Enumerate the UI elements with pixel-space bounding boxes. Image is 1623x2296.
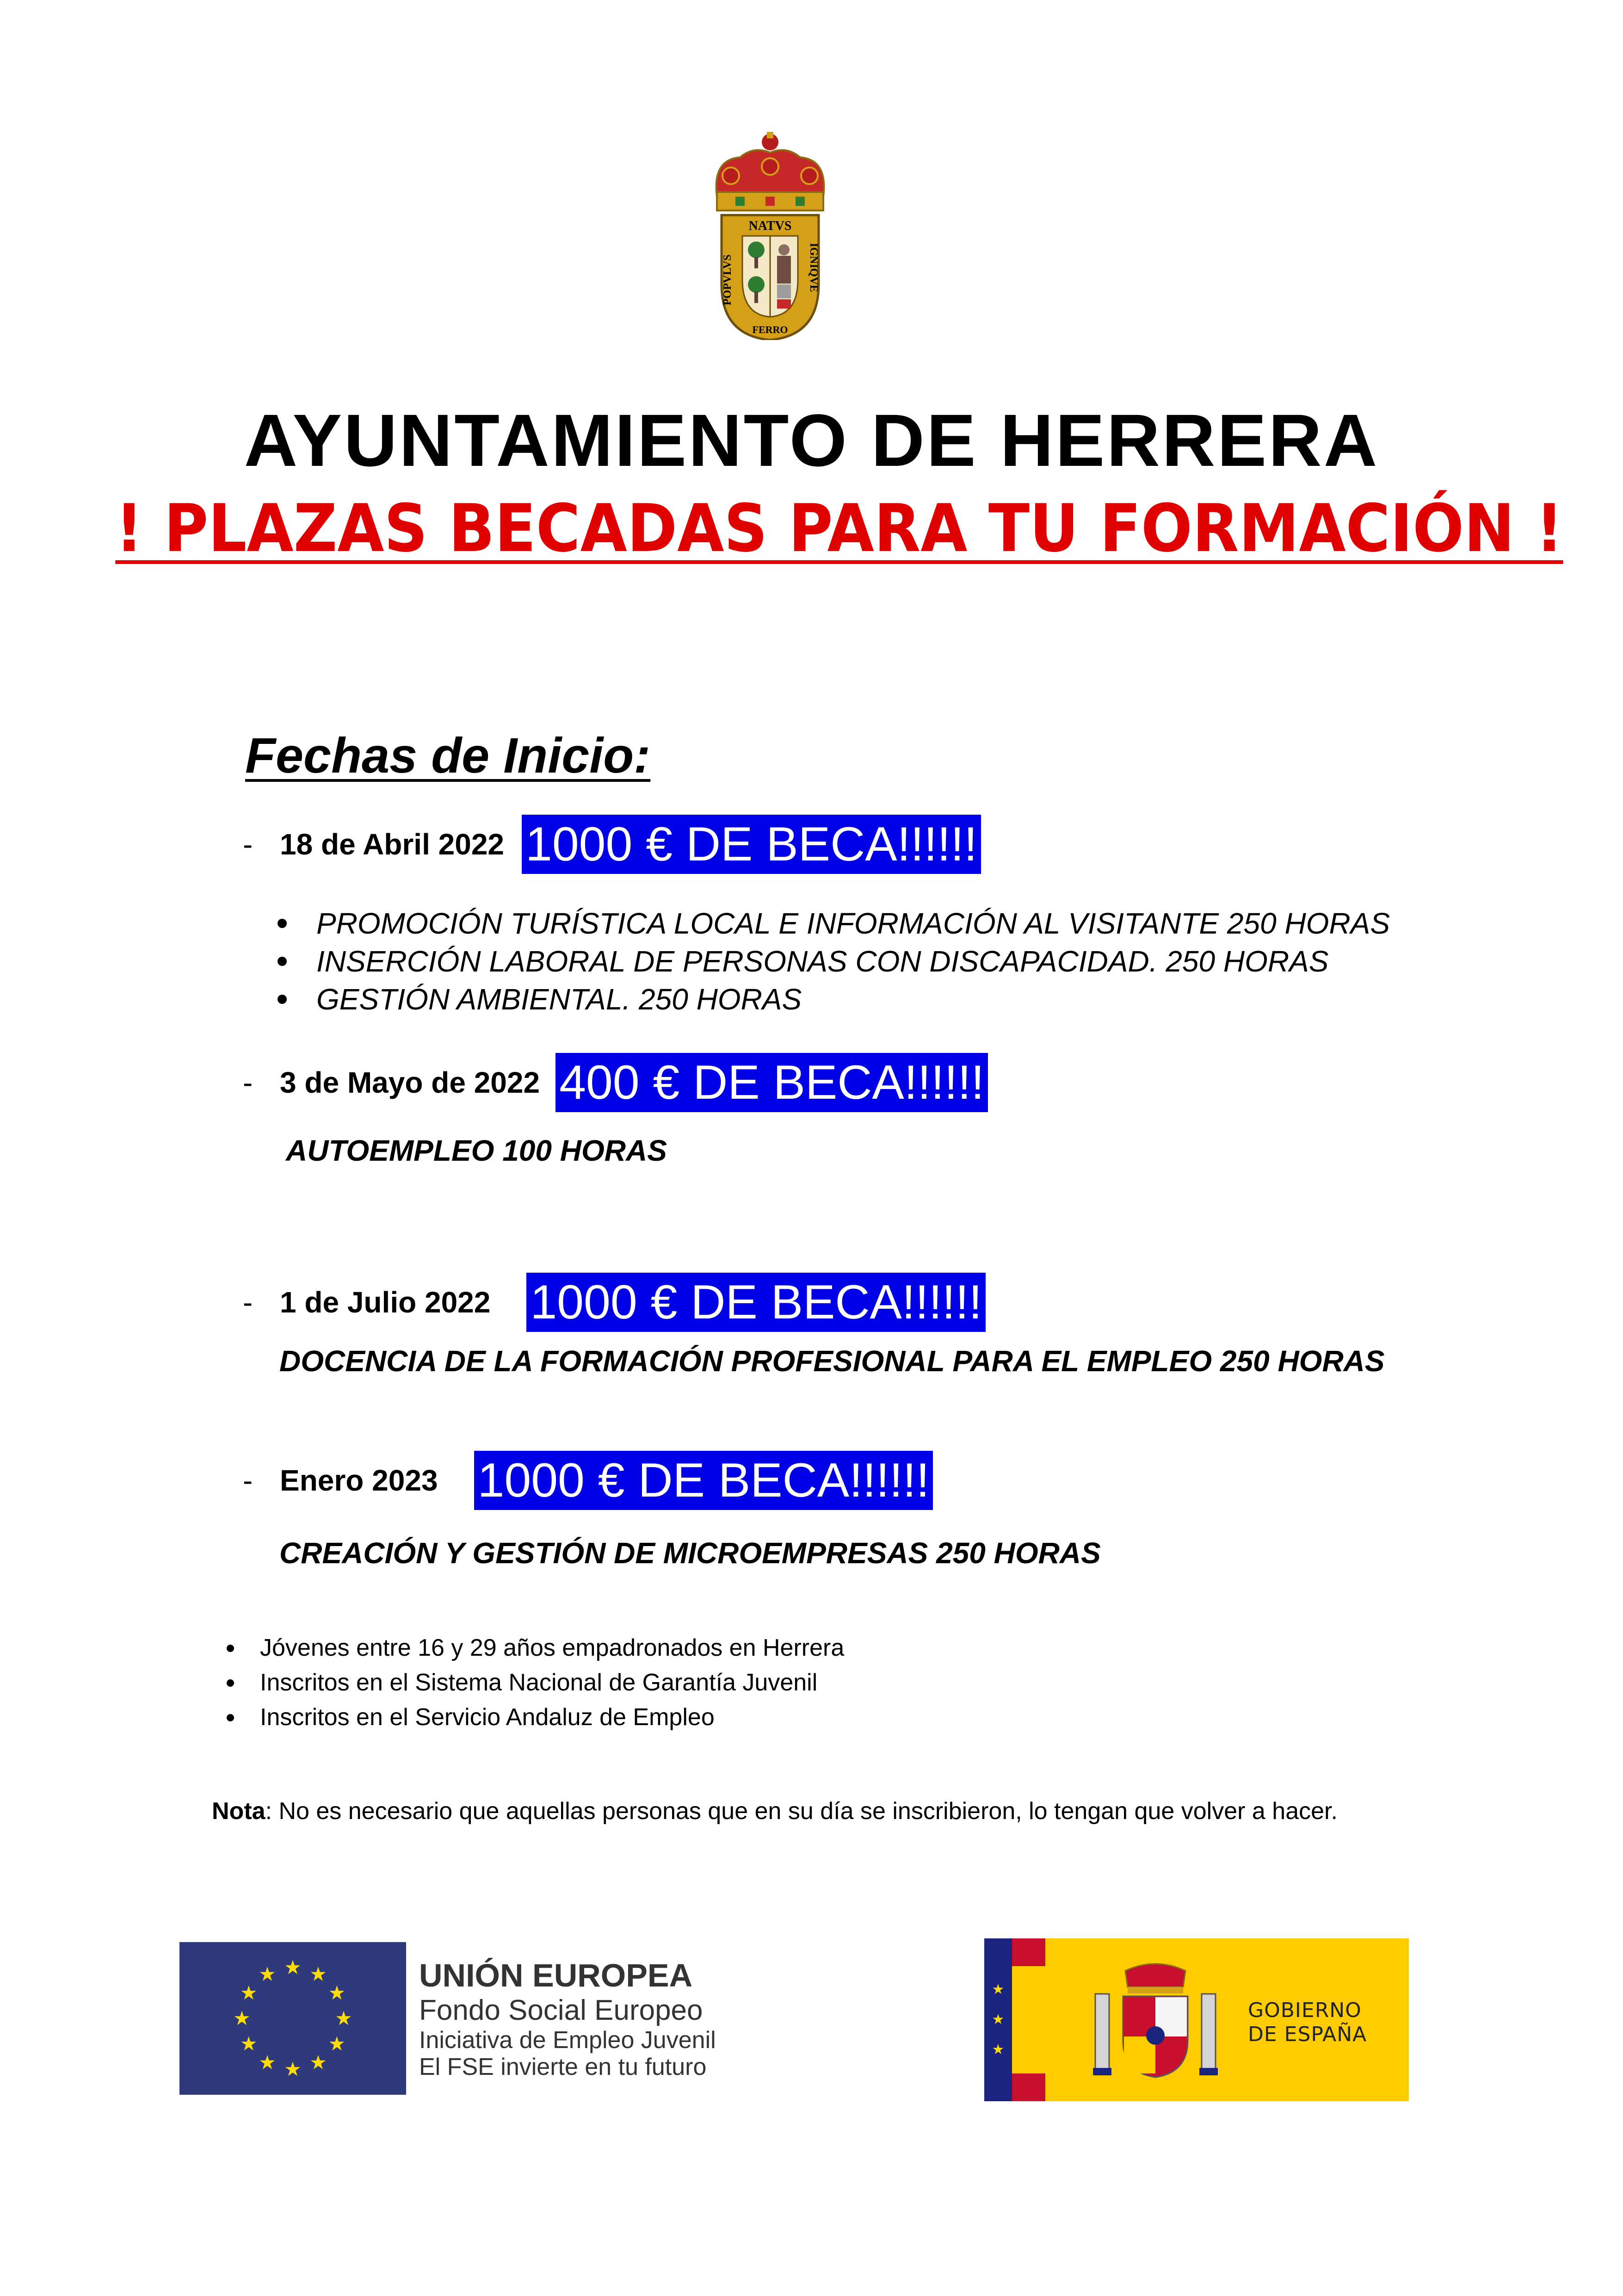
beca-badge: 400 € DE BECA!!!!!! — [555, 1053, 988, 1112]
star-icon: ★ — [284, 2058, 302, 2080]
star-icon: ★ — [284, 1956, 302, 1978]
start-date: 1 de Julio 2022 — [280, 1286, 491, 1319]
list-item: INSERCIÓN LABORAL DE PERSONAS CON DISCAPACIDAD. 250 HORAS — [278, 942, 1390, 980]
note-text: : No es necesario que aquellas personas que en su día se inscribieron, lo tengan que volver a hacer. — [265, 1798, 1338, 1825]
dash: - — [243, 1066, 253, 1099]
list-item: Jóvenes entre 16 y 29 años empadronados en Herrera — [227, 1631, 844, 1665]
list-item: GESTIÓN AMBIENTAL. 250 HORAS — [278, 980, 1390, 1018]
page-title: AYUNTAMIENTO DE HERRERA — [244, 399, 1379, 482]
gobierno-espana-logo — [984, 1938, 1409, 2101]
start-date: Enero 2023 — [280, 1464, 438, 1497]
herrera-coat-of-arms — [708, 132, 833, 340]
dash: - — [243, 828, 253, 861]
dash: - — [243, 1464, 253, 1497]
svg-text:★: ★ — [992, 1982, 1005, 1997]
list-item: PROMOCIÓN TURÍSTICA LOCAL E INFORMACIÓN AL VISITANTE 250 HORAS — [278, 904, 1390, 942]
star-icon: ★ — [309, 1963, 327, 1985]
page-subtitle: ! PLAZAS BECADAS PARA TU FORMACIÓN ! — [115, 490, 1563, 567]
crest-motto-right: IGNIQVE — [808, 243, 820, 292]
date-entry-2 — [243, 1050, 988, 1115]
spain-gov-line2: DE ESPAÑA — [1248, 2023, 1367, 2046]
date-entry-3 — [243, 1270, 986, 1335]
eu-title: UNIÓN EUROPEA — [419, 1957, 693, 1993]
eu-slogan: El FSE invierte en tu futuro — [419, 2054, 707, 2080]
svg-text:★: ★ — [992, 2012, 1005, 2027]
shield-icon — [722, 215, 819, 340]
course-title: AUTOEMPLEO 100 HORAS — [286, 1134, 667, 1167]
star-icon: ★ — [233, 2007, 251, 2029]
star-icon: ★ — [309, 2051, 327, 2073]
crest-motto-top: NATVS — [748, 219, 792, 233]
date-entry-4 — [243, 1448, 933, 1513]
start-date: 3 de Mayo de 2022 — [280, 1066, 540, 1099]
crest-motto-left: POPVLVS — [722, 254, 734, 305]
note — [212, 1797, 1338, 1825]
eu-fund: Fondo Social Europeo — [419, 1994, 703, 2026]
start-date: 18 de Abril 2022 — [280, 828, 504, 861]
svg-text:★: ★ — [992, 2042, 1005, 2057]
star-icon: ★ — [259, 2051, 276, 2073]
star-icon: ★ — [259, 1963, 276, 1985]
list-item: Inscritos en el Servicio Andaluz de Empleo — [227, 1700, 844, 1735]
list-item: Inscritos en el Sistema Nacional de Garantía Juvenil — [227, 1665, 844, 1700]
eu-initiative: Iniciativa de Empleo Juvenil — [419, 2027, 716, 2054]
crest-motto-bottom: FERRO — [752, 324, 788, 335]
dash: - — [243, 1286, 253, 1319]
star-icon — [984, 1938, 1012, 2101]
beca-badge: 1000 € DE BECA!!!!!! — [474, 1451, 933, 1510]
spain-coat-of-arms-icon — [1086, 1962, 1225, 2082]
course-title: DOCENCIA DE LA FORMACIÓN PROFESIONAL PARA EL EMPLEO 250 HORAS — [279, 1344, 1385, 1378]
star-icon: ★ — [328, 1982, 346, 2004]
date-entry-1 — [243, 812, 981, 877]
note-label: Nota — [212, 1798, 265, 1825]
star-icon: ★ — [335, 2007, 352, 2029]
beca-badge: 1000 € DE BECA!!!!!! — [522, 815, 981, 874]
course-title: CREACIÓN Y GESTIÓN DE MICROEMPRESAS 250 HORAS — [279, 1536, 1101, 1570]
eu-flag-icon — [179, 1942, 406, 2095]
dates-heading: Fechas de Inicio: — [245, 727, 651, 783]
spain-gov-line1: GOBIERNO — [1248, 1999, 1362, 2022]
star-icon: ★ — [240, 1982, 258, 2004]
eu-logo — [179, 1942, 716, 2095]
star-icon: ★ — [240, 2033, 258, 2055]
requirements-list — [227, 1631, 844, 1735]
crown-icon — [716, 132, 824, 210]
beca-badge: 1000 € DE BECA!!!!!! — [526, 1273, 986, 1332]
star-icon: ★ — [328, 2033, 346, 2055]
course-list — [278, 904, 1390, 1018]
